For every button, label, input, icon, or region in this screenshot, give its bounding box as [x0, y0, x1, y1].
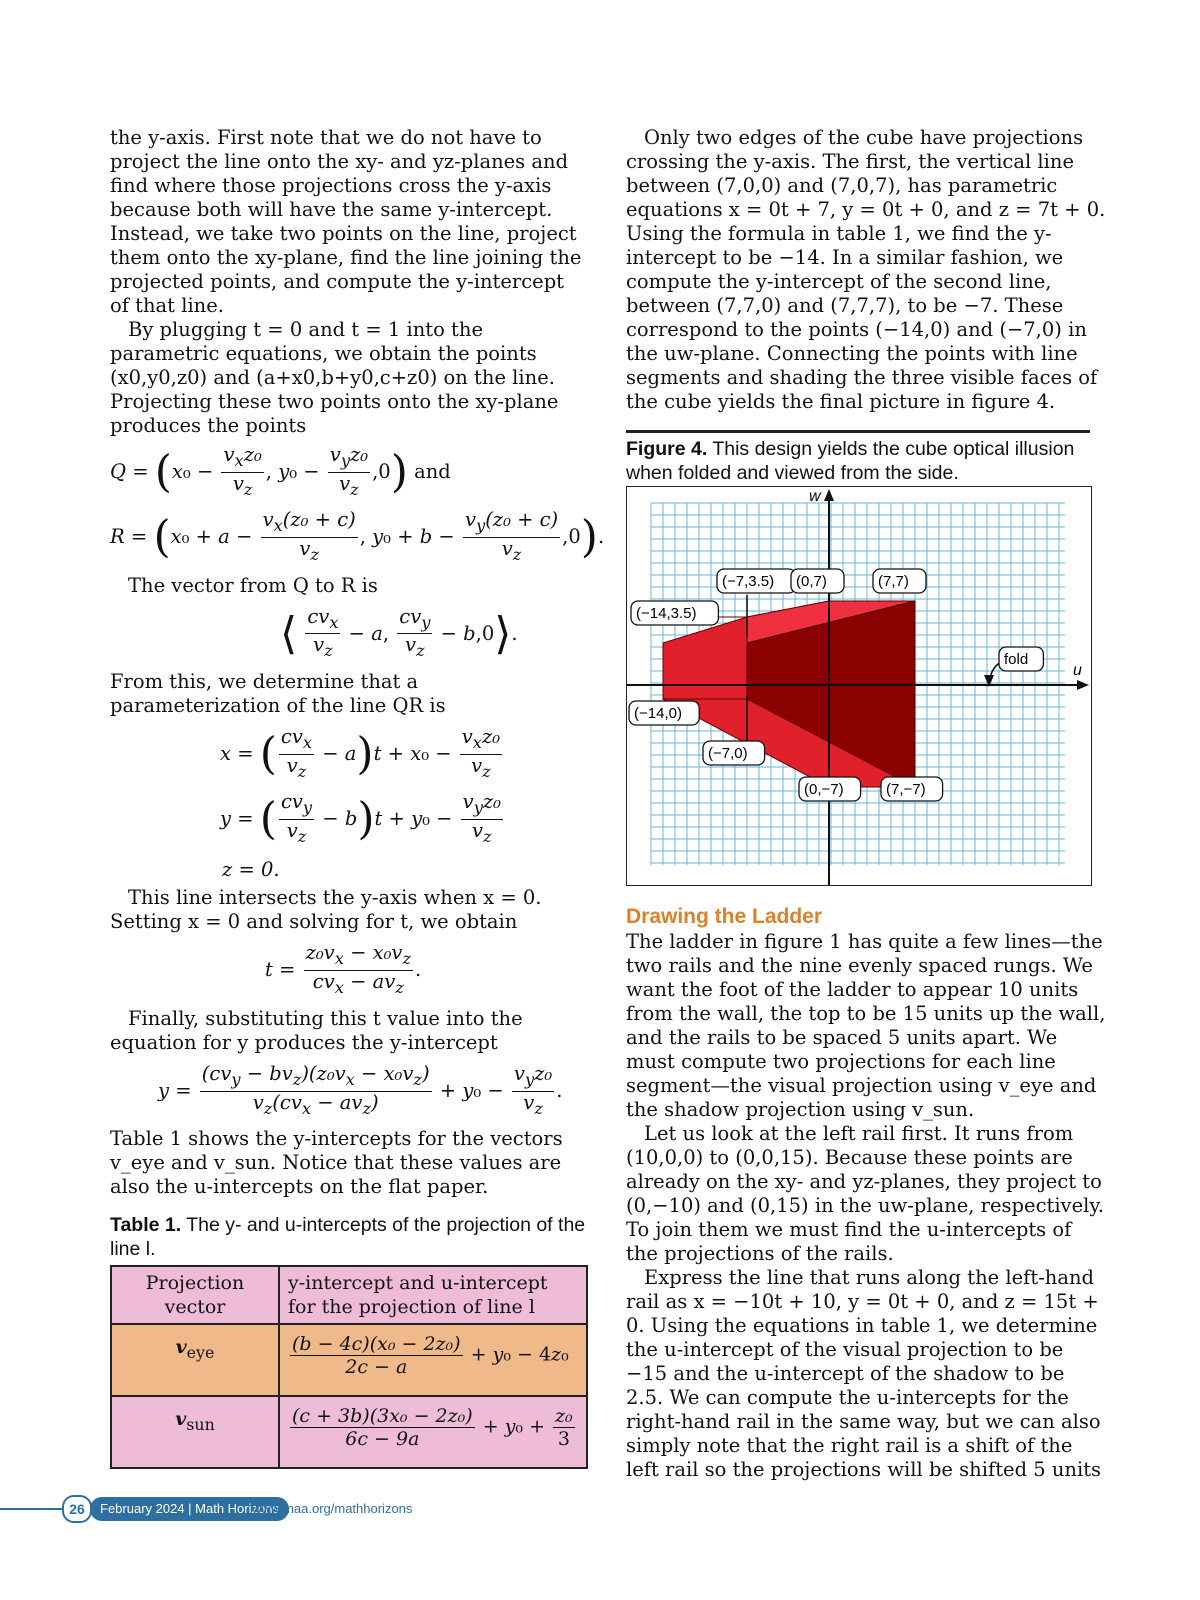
page-footer: [0, 1495, 1200, 1525]
equation-z: z = 0.: [222, 857, 280, 881]
point-label: (−14,0): [634, 705, 682, 722]
w-axis-label: w: [809, 488, 821, 505]
cube-net-diagram: [627, 487, 1091, 885]
footer-rule: [0, 1508, 62, 1510]
equation-x: x = ( $\frac{cv_x}{v_z}$ − a)t + x₀ − $\frac{v_xz_0}{v_z}$: [220, 725, 501, 782]
point-label: (−7,3.5): [722, 573, 775, 590]
figure-caption: Figure 4. This design yields the cube optical illusion when folded and viewed from the side.: [626, 438, 1075, 484]
table-cell: $v_{sun}$: [111, 1396, 279, 1468]
and-word: and: [414, 459, 451, 483]
table-cell: $v_{eye}$: [111, 1324, 279, 1396]
paragraph: Finally, substituting this t value into the equation for y produces the y-intercept: [110, 1006, 523, 1054]
paragraph: Let us look at the left rail first. It runs from (10,0,0) to (0,0,15). Because these points are already on the xy- and yz-planes, they project to (0,−10) and (0,15) in the uw-plane, respectively. To join them we must find the u-intercepts of the projections of the rails.: [626, 1122, 1104, 1265]
issue-label: February 2024 | Math Horizons: [90, 1497, 289, 1521]
table-cell: $\frac{\text{(b − 4c)(x₀ − 2z₀)}}{2c - a}$ + y₀ − 4z₀: [279, 1324, 587, 1396]
point-label: (7,7): [878, 573, 909, 590]
left-column: [110, 126, 605, 1469]
section-heading: Drawing the Ladder: [626, 905, 823, 928]
paragraph: The vector from Q to R is: [128, 573, 378, 597]
paragraph: Express the line that runs along the left-hand rail as x = −10t + 10, y = 0t + 0, and z = 15t + 0. Using the equations in table 1, we determine the u-intercept of the visual projection to be −15 and the u-intercept of the shadow to be 2.5. We can compute the u-intercepts for the right-hand rail in the same way, but we can also simply note that the right rail is a shift of the left rail so the projections will be shifted 5 units: [626, 1266, 1102, 1481]
point-label: (0,7): [796, 573, 827, 590]
paragraph: the y-axis. First note that we do not have to project the line onto the xy- and yz-planes and find where those projections cross the y-axis because both will have the same y-intercept. Instead, we take two points on the line, project them onto the xy-plane, find the line joining the projected points, and compute the y-intercept of that line.: [110, 126, 582, 317]
table-row: [111, 1396, 587, 1468]
table-header-row: [111, 1266, 587, 1324]
point-label: (−14,3.5): [636, 605, 697, 622]
equation-R: R = (x₀ + a − $\frac{v_x(z_0 + c)}{v_z}$ , y₀ + b − $\frac{v_y(z_0 + c)}{v_z}$ ,0).: [110, 507, 605, 564]
paragraph: By plugging t = 0 and t = 1 into the parametric equations, we obtain the points (x0,y0,z0) and (a+x0,b+y0,c+z0) on the line. Projecting these two points onto the xy-plane produces the points: [110, 318, 559, 437]
point-label: (−7,0): [708, 745, 748, 762]
equation-vector-QR: ⟨ $\frac{cv_x}{v_z}$ − a, $\frac{cv_y}{v_z}$ − b,0⟩.: [280, 604, 518, 661]
u-axis-arrow: [1077, 680, 1089, 690]
u-axis-label: u: [1073, 662, 1082, 679]
caption-rule: [626, 426, 1090, 433]
table-header-cell: Projection vector: [111, 1266, 279, 1324]
point-label: fold: [1004, 651, 1029, 668]
paragraph: From this, we determine that a parameterization of the line QR is: [110, 670, 446, 718]
paragraph: Only two edges of the cube have projections crossing the y-axis. The first, the vertical line between (7,0,0) and (7,0,7), has parametric equations x = 0t + 7, y = 0t + 0, and z = 7t + 0. Using the formula in table 1, we find the y-intercept to be −14. In a similar fashion, we compute the y-intercept of the second line, between (7,7,0) and (7,7,7), to be −7. These correspond to the points (−14,0) and (−7,0) in the uw-plane. Connecting the points with line segments and shading the three visible faces of the cube yields the final picture in figure 4.: [626, 126, 1106, 413]
right-column-continued: [626, 904, 1106, 1482]
page-number: 26: [62, 1495, 92, 1523]
point-label: (0,−7): [804, 781, 844, 798]
intercept-table: [110, 1265, 588, 1469]
table-caption: Table 1. The y- and u-intercepts of the projection of the line l.: [110, 1214, 586, 1261]
equation-y-intercept: y = $\frac{(cv_y - bv_z)(z_0v_x - x_0v_z)}{v_z(cv_x - av_z)}$ + y₀ − $\frac{v_yz_0}{v_z}$ .: [158, 1061, 563, 1118]
paragraph: Table 1 shows the y-intercepts for the vectors v_eye and v_sun. Notice that these values are also the u-intercepts on the flat paper.: [110, 1127, 563, 1199]
right-column: [626, 126, 1106, 485]
w-axis-arrow: [824, 489, 834, 501]
table-header-cell: y-intercept and u-intercept for the projection of line l: [279, 1266, 587, 1324]
paragraph: The ladder in figure 1 has quite a few lines—the two rails and the nine evenly spaced rungs. We want the foot of the ladder to appear 10 units from the wall, the top to be 15 units up the wall, and the rails to be spaced 5 units apart. We must compute two projections for each line segment—the visual projection using v_eye and the shadow projection using v_sun.: [626, 930, 1106, 1121]
footer-url: www.maa.org/mathhorizons: [252, 1501, 413, 1516]
equation-Q: Q = (x₀ − $\frac{v_xz_0}{v_z}$ , y₀ − $\frac{v_yz_0}{v_z}$ ,0) and: [110, 443, 451, 499]
table-cell: $\frac{\text{(c + 3b)(3x₀ − 2z₀)}}{6c - 9a}$ + y₀ + $\frac{\text{z₀}}{3}$: [279, 1396, 587, 1468]
point-label: (7,−7): [886, 781, 926, 798]
paragraph: This line intersects the y-axis when x = 0. Setting x = 0 and solving for t, we obtain: [110, 885, 542, 933]
equation-t: t = $\frac{z_0v_x - x_0v_z}{cv_x - av_z}$ .: [265, 940, 422, 997]
figure-4: [626, 486, 1092, 886]
equation-y: y = ( $\frac{cv_y}{v_z}$ − b)t + y₀ − $\frac{v_yz_0}{v_z}$: [220, 790, 501, 846]
table-row: [111, 1324, 587, 1396]
